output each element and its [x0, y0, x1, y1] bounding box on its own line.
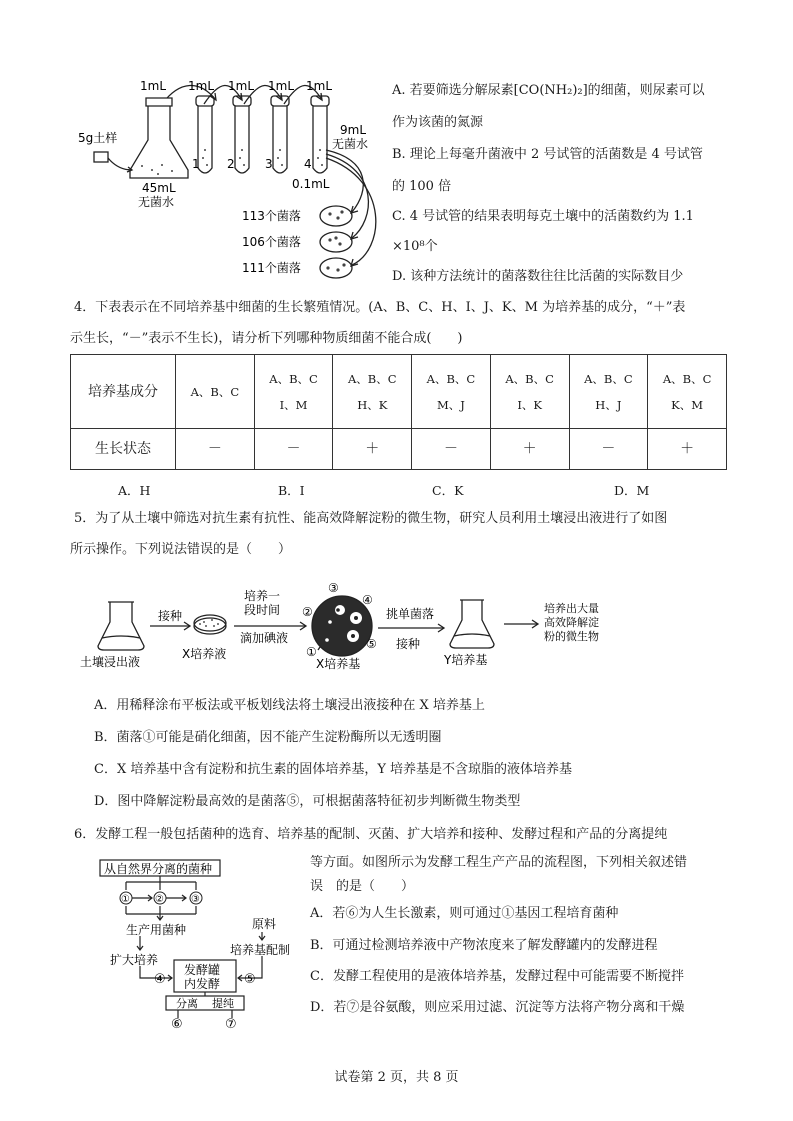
soil-extract-label: 土壤浸出液 [80, 655, 141, 669]
expand-culture-label: 扩大培养 [110, 953, 159, 967]
q4-option-a: A．H [118, 483, 151, 498]
tube-number: 3 [265, 157, 273, 171]
flow-step-2: ② [155, 894, 164, 905]
q5-stem-cont: 所示操作。下列说法错误的是（ ） [70, 542, 292, 557]
output-label: 粉的微生物 [544, 630, 599, 643]
y-medium-label: Y培养基 [444, 653, 488, 667]
natural-strain-box: 从自然界分离的菌种 [104, 862, 213, 876]
ml-label: 1mL [268, 79, 295, 93]
q4-option-d: D．M [614, 483, 650, 498]
table-cell: A、B、C I、K [490, 355, 569, 429]
purification-label: 提纯 [212, 997, 234, 1010]
status-cell: － [569, 429, 648, 470]
serial-dilution-figure [70, 70, 400, 290]
ml-label: 1mL [188, 79, 215, 93]
colony-count: 106个菌落 [242, 235, 301, 249]
flow-step-4: ④ [154, 972, 166, 987]
q4-option-c: C．K [432, 483, 464, 498]
q4-option-b: B．I [278, 483, 305, 498]
colony-number: ① [306, 645, 317, 659]
colony-number: ③ [328, 581, 339, 595]
take-label: 0.1mL [292, 177, 330, 191]
ml-label: 1mL [228, 79, 255, 93]
water45-label: 45mL [142, 181, 176, 195]
x-solution-label: X培养液 [182, 647, 227, 661]
inoculate2-label: 接种 [396, 637, 421, 651]
flow-step-1: ① [121, 894, 130, 905]
q6-option-c: C．发酵工程使用的是液体培养基，发酵过程中可能需要不断搅拌 [310, 969, 684, 984]
iodine-label: 滴加碘液 [240, 631, 289, 645]
table-header-status: 生长状态 [71, 429, 176, 470]
q6-option-b: B．可通过检测培养液中产物浓度来了解发酵罐内的发酵进程 [310, 938, 658, 953]
tube-number: 4 [304, 157, 312, 171]
status-cell: － [254, 429, 333, 470]
flow-step-6: ⑥ [171, 1017, 183, 1032]
q5-screening-figure [78, 578, 678, 678]
table-cell: A、B、C K、M [648, 355, 727, 429]
q6-option-d: D．若⑦是谷氨酸，则应采用过滤、沉淀等方法将产物分离和干燥 [310, 1000, 685, 1015]
table-cell: A、B、C I、M [254, 355, 333, 429]
q3-option-b-cont: 的 100 倍 [392, 179, 452, 194]
status-cell: － [176, 429, 255, 470]
output-label: 培养出大量 [544, 602, 599, 615]
tube-number: 2 [227, 157, 235, 171]
q3-option-d: D. 该种方法统计的菌落数往往比活菌的实际数目少 [392, 269, 684, 284]
raw-material-label: 原料 [252, 917, 277, 931]
status-cell: ＋ [333, 429, 412, 470]
table-cell: A、B、C H、J [569, 355, 648, 429]
inoculate-label: 接种 [158, 609, 183, 623]
table-cell: A、B、C [176, 355, 255, 429]
colony-number: ④ [362, 593, 373, 607]
water45-label: 无菌水 [138, 195, 175, 209]
pick-colony-label: 挑单菌落 [386, 607, 435, 621]
q6-stem-cont: 等方面。如图所示为发酵工程生产产品的流程图，下列相关叙述错 [310, 855, 688, 870]
q5-option-c: C．X 培养基中含有淀粉和抗生素的固体培养基，Y 培养基是不含琼脂的液体培养基 [94, 762, 573, 777]
q6-stem-cont2: 误 的是（ ） [310, 879, 415, 894]
ml-label: 1mL [306, 79, 333, 93]
tube-number: 1 [192, 157, 200, 171]
q6-stem: 6．发酵工程一般包括菌种的选育、培养基的配制、灭菌、扩大培养和接种、发酵过程和产品的分离提纯 [74, 827, 668, 842]
q3-option-b: B. 理论上每毫升菌液中 2 号试管的活菌数是 4 号试管 [392, 147, 703, 162]
q5-option-b: B．菌落①可能是硝化细菌，因不能产生淀粉酶所以无透明圈 [94, 730, 442, 745]
q6-option-a: A．若⑥为人生长激素，则可通过①基因工程培育菌种 [310, 906, 619, 921]
growth-table [70, 354, 727, 470]
table-cell: A、B、C M、J [412, 355, 491, 429]
q5-option-d: D．图中降解淀粉最高效的是菌落⑤，可根据菌落特征初步判断微生物类型 [94, 794, 521, 809]
q3-option-c-cont: ×10⁸个 [392, 239, 438, 254]
culture-label: 段时间 [244, 603, 281, 617]
flow-step-3: ③ [191, 894, 200, 905]
culture-label: 培养一 [244, 589, 281, 603]
status-cell: － [412, 429, 491, 470]
page-footer: 试卷第 2 页，共 8 页 [334, 1070, 459, 1085]
table-header-components: 培养基成分 [71, 355, 176, 429]
status-cell: ＋ [648, 429, 727, 470]
water9-label: 无菌水 [332, 137, 369, 151]
q3-option-a: A. 若要筛选分解尿素[CO(NH₂)₂]的细菌，则尿素可以 [392, 83, 705, 98]
fermenter-label: 内发酵 [184, 977, 221, 991]
production-strain-label: 生产用菌种 [126, 923, 187, 937]
soil-label: 5g土样 [78, 131, 118, 145]
x-medium-label: X培养基 [316, 657, 361, 671]
colony-number: ⑤ [366, 637, 377, 651]
fermentation-flowchart [92, 856, 302, 1032]
q4-stem: 4．下表表示在不同培养基中细菌的生长繁殖情况。(A、B、C、H、I、J、K、M 为培养基的成分，“＋”表 [74, 300, 686, 315]
colony-count: 113个菌落 [242, 209, 301, 223]
output-label: 高效降解淀 [544, 616, 599, 629]
medium-prep-label: 培养基配制 [230, 943, 291, 957]
separation-label: 分离 [176, 997, 198, 1010]
water9-label: 9mL [340, 123, 367, 137]
q3-option-a-cont: 作为该菌的氮源 [392, 115, 484, 130]
flow-step-7: ⑦ [225, 1017, 237, 1032]
q3-option-c: C. 4 号试管的结果表明每克土壤中的活菌数约为 1.1 [392, 209, 694, 224]
ml-label: 1mL [140, 79, 167, 93]
q4-stem-cont: 示生长，“－”表示不生长)，请分析下列哪种物质细菌不能合成( ) [70, 331, 463, 346]
colony-count: 111个菌落 [242, 261, 301, 275]
flow-step-5: ⑤ [244, 972, 256, 987]
fermenter-label: 发酵罐 [184, 963, 221, 977]
colony-number: ② [302, 605, 313, 619]
table-cell: A、B、C H、K [333, 355, 412, 429]
q5-stem: 5．为了从土壤中筛选对抗生素有抗性、能高效降解淀粉的微生物，研究人员利用土壤浸出液进行了如图 [74, 511, 668, 526]
status-cell: ＋ [490, 429, 569, 470]
q5-option-a: A．用稀释涂布平板法或平板划线法将土壤浸出液接种在 X 培养基上 [94, 698, 485, 713]
